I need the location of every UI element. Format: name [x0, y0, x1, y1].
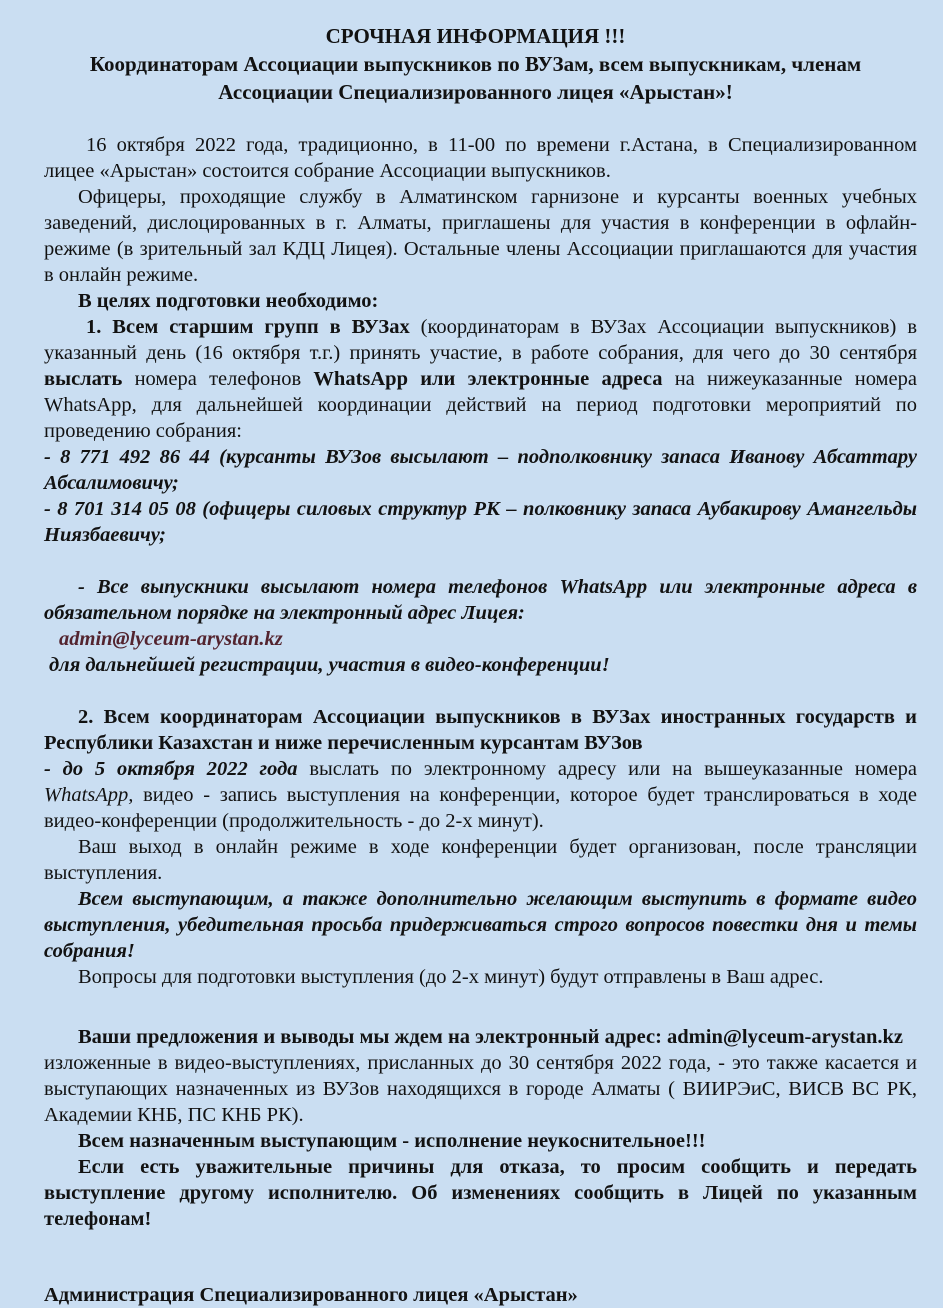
speakers-request-paragraph: Всем выступающим, а также дополнительно желающим выступить в формате видео выступления, убедительная просьба придерживаться строго вопросов повестки дня и темы собрания!	[44, 888, 917, 962]
all-graduates-paragraph: - Все выпускники высылают номера телефонов WhatsApp или электронные адреса в обязательном порядке на электронный адрес Лицея:	[44, 576, 917, 624]
email-link[interactable]: admin@lyceum-arystan.kz	[59, 628, 283, 650]
item2-whatsapp-italic: WhatsApp,	[44, 784, 134, 806]
item1-text-3: на нижеуказанные номера WhatsApp, для дальнейшей координации действий на период подготовки мероприятий по проведению собрания:	[44, 368, 917, 442]
phone-line-1: - 8 771 492 86 44 (курсанты ВУЗов высылают – подполковнику запаса Иванову Абсаттару Абсалимовичу;	[44, 446, 917, 494]
spacer	[44, 990, 917, 1024]
officers-paragraph: Офицеры, проходящие службу в Алматинском гарнизоне и курсанты военных учебных заведений, дислоцированных в г. Алматы, приглашены для участия в конференции в офлайн-режиме (в зрительный зал КДЦ Лицея). Остальные члены Ассоциации приглашаются для участия в онлайн режиме.	[44, 186, 917, 286]
item1-lead-bold: 1. Всем старшим групп в ВУЗах	[86, 316, 410, 338]
item1-text-2: номера телефонов	[122, 368, 314, 390]
item1-paragraph	[44, 314, 917, 444]
signature: Администрация Специализированного лицея «Арыстан»	[44, 1284, 578, 1306]
title-line-addressees: Координаторам Ассоциации выпускников по ВУЗам, всем выпускникам, членам	[89, 52, 862, 76]
spacer	[44, 1232, 917, 1282]
questions-paragraph: Вопросы для подготовки выступления (до 2-х минут) будут отправлены в Ваш адрес.	[78, 966, 824, 988]
item2-text-1: выслать по электронному адресу или на вышеуказанные номера	[297, 758, 917, 780]
mandatory-paragraph: Всем назначенным выступающим - исполнение неукоснительное!!!	[78, 1130, 706, 1152]
item2-heading: 2. Всем координаторам Ассоциации выпускников в ВУЗах иностранных государств и Республики Казахстан и ниже перечисленным курсантам ВУЗов	[44, 706, 917, 754]
spacer	[44, 678, 917, 704]
registration-note: для дальнейшей регистрации, участия в видео-конференции!	[49, 654, 610, 676]
video-submissions-paragraph: изложенные в видео-выступлениях, присланных до 30 сентября 2022 года, - это также касается и выступающих назначенных из ВУЗов находящихся в городе Алматы ( ВИИРЭиС, ВИСВ ВС РК, Академии КНБ, ПС КНБ РК).	[44, 1052, 917, 1126]
preparation-heading: В целях подготовки необходимо:	[78, 290, 379, 312]
item1-text-1: (координаторам в ВУЗах Ассоциации выпускников) в указанный день (16 октября т.г.) принять участие, в работе собрания, для чего до 30 сентября	[44, 316, 917, 364]
item2-paragraph	[44, 756, 917, 834]
title-line-association: Ассоциации Специализированного лицея «Арыстан»!	[218, 80, 733, 104]
intro-paragraph: 16 октября 2022 года, традиционно, в 11-00 по времени г.Астана, в Специализированном лицее «Арыстан» состоится собрание Ассоциации выпускников.	[44, 134, 917, 182]
email-line	[44, 626, 917, 652]
item2-text-2: видео - запись выступления на конференции, которое будет транслироваться в ходе видео-конференции (продолжительность - до 2-х минут).	[44, 784, 917, 832]
refusal-paragraph: Если есть уважительные причины для отказа, то просим сообщить и передать выступление другому исполнителю. Об изменениях сообщить в Лицей по указанным телефонам!	[44, 1156, 917, 1230]
item2-deadline-bolditalic: - до 5 октября 2022 года	[44, 758, 298, 780]
spacer	[44, 106, 917, 132]
online-exit-paragraph: Ваш выход в онлайн режиме в ходе конференции будет организован, после трансляции выступления.	[44, 836, 917, 884]
title-line-urgent: СРОЧНАЯ ИНФОРМАЦИЯ !!!	[325, 24, 626, 48]
item1-send-bold: выслать	[44, 368, 123, 390]
spacer	[44, 548, 917, 574]
proposals-paragraph: Ваши предложения и выводы мы ждем на электронный адрес: admin@lyceum-arystan.kz	[78, 1026, 904, 1048]
phone-line-2: - 8 701 314 05 08 (офицеры силовых структур РК – полковнику запаса Аубакирову Амангельды Ниязбаевичу;	[44, 498, 917, 546]
item1-whatsapp-bold: WhatsApp или электронные адреса	[313, 368, 663, 390]
document-title	[44, 22, 907, 106]
